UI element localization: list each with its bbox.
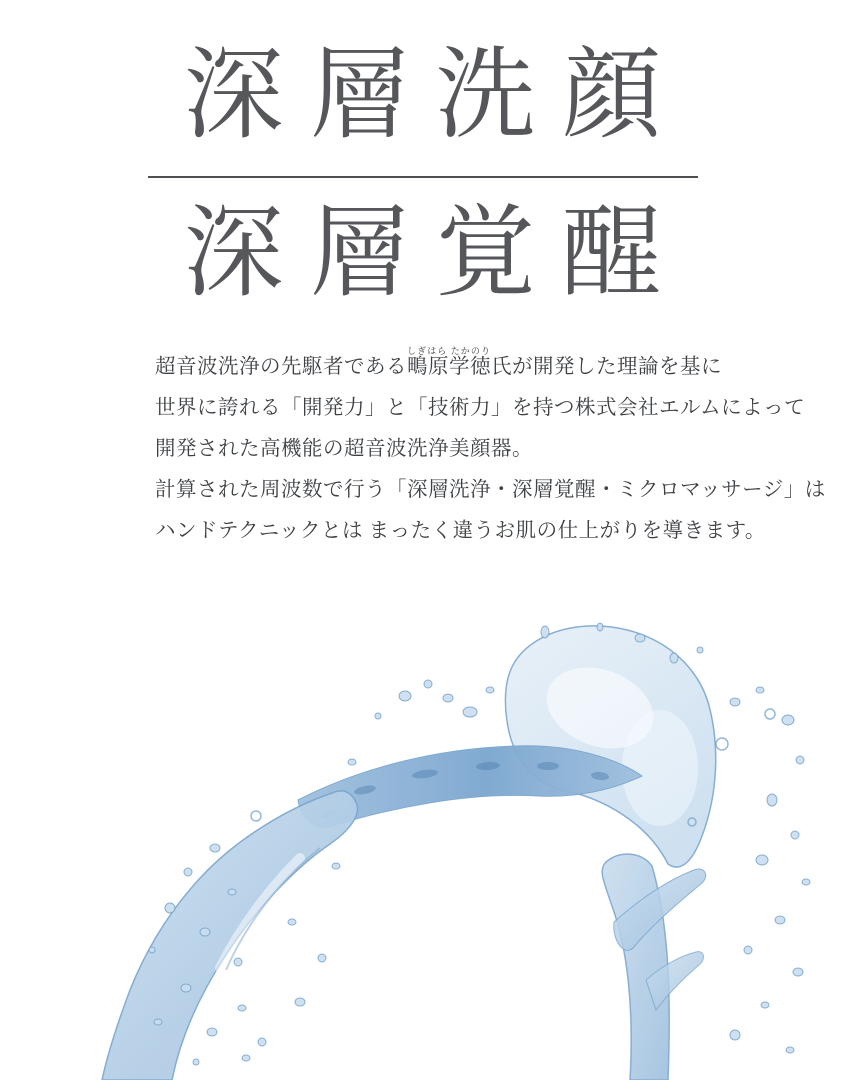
- water-splash-svg: [0, 618, 845, 1080]
- body-line-1: [155, 346, 775, 388]
- person-name-ruby: [407, 346, 491, 378]
- person-name: 鴫原学徳: [407, 356, 491, 378]
- splash-left-ribbon: [102, 791, 358, 1080]
- body-line-4: 計算された周波数で行う「深層洗浄・深層覚醒・ミクロマッサージ」は: [155, 479, 826, 501]
- body-line-1-pre: 超音波洗浄の先駆者である: [155, 356, 407, 378]
- body-copy: [155, 346, 826, 552]
- water-splash-image: [0, 618, 845, 1080]
- body-line-5: ハンドテクニックとは まったく違うお肌の仕上がりを導きます。: [155, 520, 766, 542]
- headline-line2: 深層覚醒: [183, 198, 688, 309]
- headline-divider: [148, 176, 698, 178]
- body-line-2: 世界に誇れる「開発力」と「技術力」を持つ株式会社エルムによって: [155, 397, 806, 419]
- person-name-reading: しぎはら たかのり: [407, 346, 491, 356]
- body-line-1-post: 氏が開発した理論を基に: [491, 356, 722, 378]
- body-line-3: 開発された高機能の超音波洗浄美顔器。: [155, 438, 533, 460]
- headline-line1: 深層洗顔: [183, 40, 688, 151]
